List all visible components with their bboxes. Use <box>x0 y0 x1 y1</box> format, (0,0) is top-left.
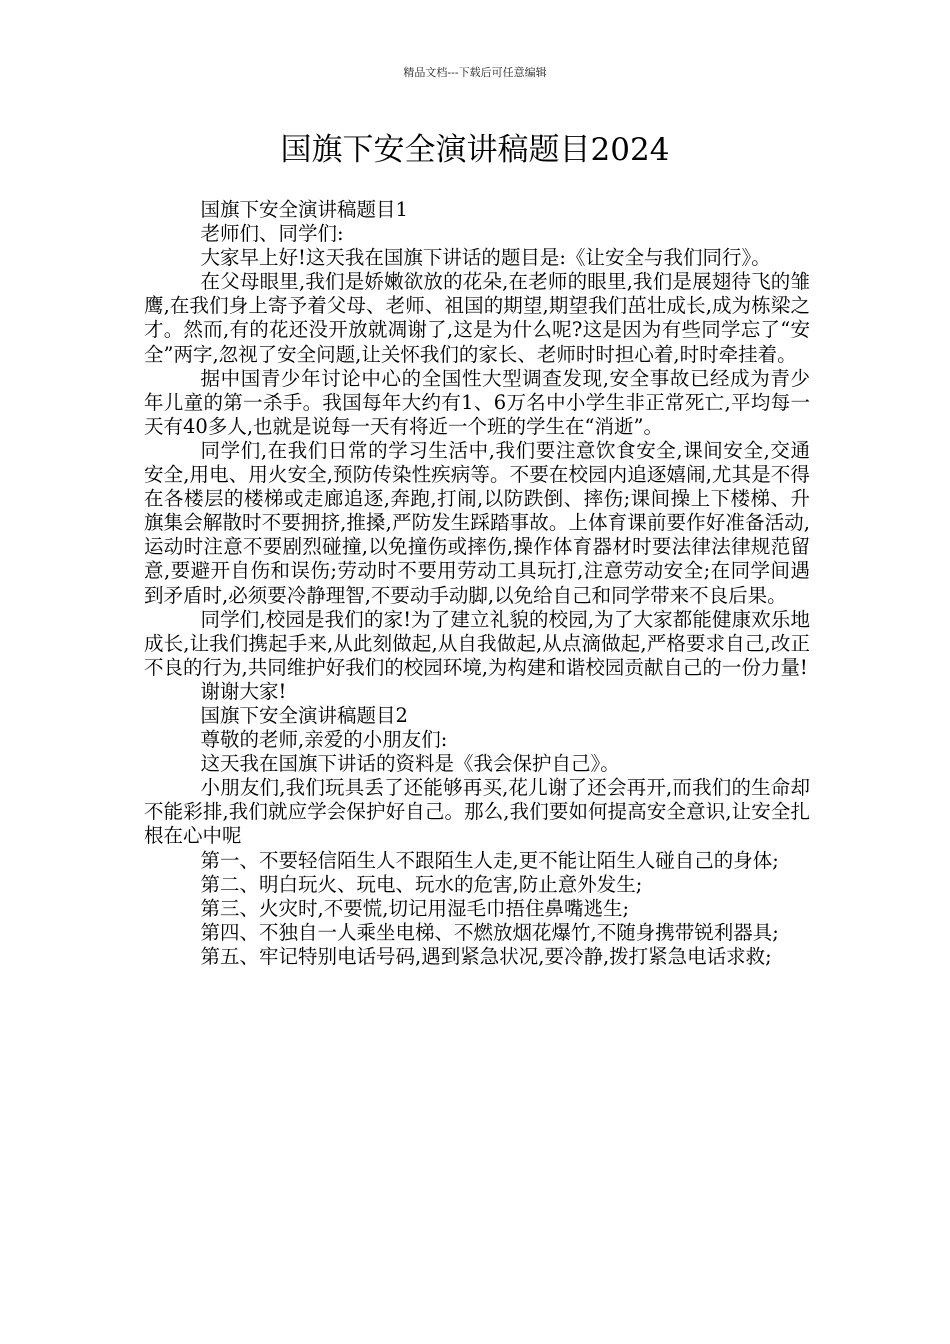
paragraph: 同学们,校园是我们的家!为了建立礼貌的校园,为了大家都能健康欢乐地成长,让我们携起手来,从此刻做起,从自我做起,从点滴做起,严格要求自己,改正不良的行为,共同维护好我们的校园环境,为构建和谐校园贡献自己的一份力量! <box>144 607 810 679</box>
paragraph: 这天我在国旗下讲话的资料是《我会保护自己》。 <box>200 752 620 776</box>
paragraph: 小朋友们,我们玩具丢了还能够再买,花儿谢了还会再开,而我们的生命却不能彩排,我们就应学会保护好自己。那么,我们要如何提高安全意识,让安全扎根在心中呢 <box>144 776 810 848</box>
salutation: 尊敬的老师,亲爱的小朋友们: <box>200 728 448 752</box>
paragraph: 同学们,在我们日常的学习生活中,我们要注意饮食安全,课间安全,交通安全,用电、用火安全,预防传染性疾病等。不要在校园内追逐嬉闹,尤其是不得在各楼层的楼梯或走廊追逐,奔跑,打闹,以防跌倒、摔伤;课间操上下楼梯、升旗集会解散时不要拥挤,推搡,严防发生踩踏事故。上体育课前要作好准备活动,运动时注意不要剧烈碰撞,以免撞伤或摔伤,操作体育器材时要法律法律规范留意,要避开自伤和误伤;劳动时不要用劳动工具玩打,注意劳动安全;在同学间遇到矛盾时,必须要冷静理智,不要动手动脚,以免给自己和同学带来不良后果。 <box>144 438 810 607</box>
document-title: 国旗下安全演讲稿题目2024 <box>280 132 670 168</box>
salutation: 老师们、同学们: <box>200 222 344 246</box>
list-item: 第一、不要轻信陌生人不跟陌生人走,更不能让陌生人碰自己的身体; <box>200 848 779 872</box>
list-item: 第三、火灾时,不要慌,切记用湿毛巾捂住鼻嘴逃生; <box>200 896 630 920</box>
paragraph: 大家早上好!这天我在国旗下讲话的题目是:《让安全与我们同行》。 <box>200 246 771 270</box>
list-item: 第二、明白玩火、玩电、玩水的危害,防止意外发生; <box>200 872 643 896</box>
section-heading-1: 国旗下安全演讲稿题目1 <box>200 198 408 221</box>
header-note: 精品文档---下载后可任意编辑 <box>403 66 547 79</box>
section-heading-2: 国旗下安全演讲稿题目2 <box>200 703 408 727</box>
paragraph: 据中国青少年讨论中心的全国性大型调查发现,安全事故已经成为青少年儿童的第一杀手。我国每年大约有1、6万名中小学生非正常死亡,平均每一天有40多人,也就是说每一天有将近一个班的学生在“消逝”。 <box>144 366 810 438</box>
paragraph: 在父母眼里,我们是娇嫩欲放的花朵,在老师的眼里,我们是展翅待飞的雏鹰,在我们身上寄予着父母、老师、祖国的期望,期望我们茁壮成长,成为栋梁之才。然而,有的花还没开放就凋谢了,这是为什么呢?这是因为有些同学忘了“安全”两字,忽视了安全问题,让关怀我们的家长、老师时时担心着,时时牵挂着。 <box>144 270 810 366</box>
document-body <box>144 198 810 969</box>
closing: 谢谢大家! <box>200 679 287 703</box>
list-item: 第五、牢记特别电话号码,遇到紧急状况,要冷静,拨打紧急电话求救; <box>200 944 772 968</box>
list-item: 第四、不独自一人乘坐电梯、不燃放烟花爆竹,不随身携带锐利器具; <box>200 920 779 944</box>
